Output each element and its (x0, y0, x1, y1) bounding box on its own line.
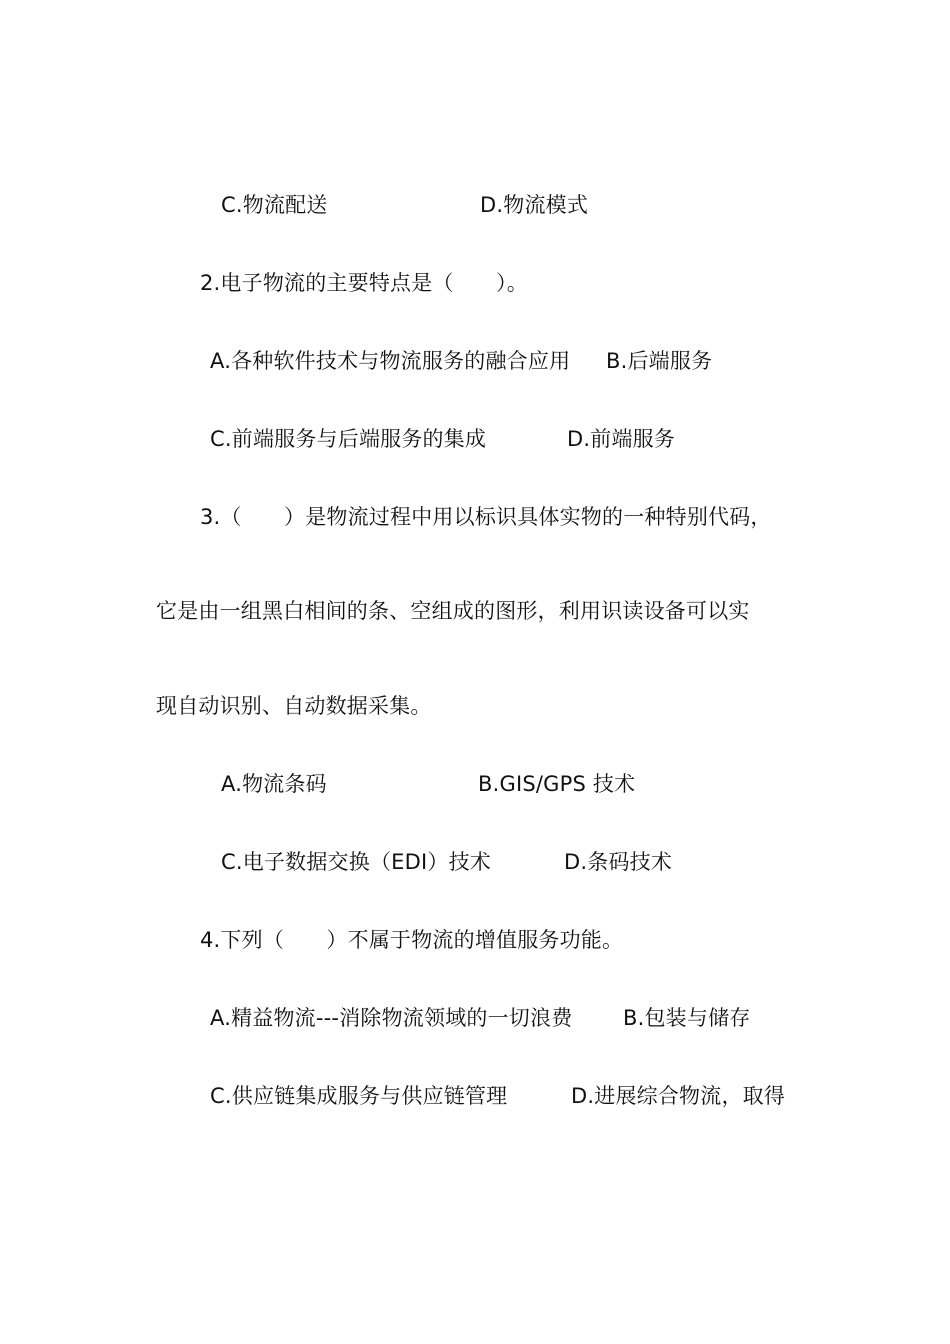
q3-stem-line3: 现自动识别、自动数据采集。 (156, 694, 432, 718)
q4-option-b: B.包装与储存 (623, 1006, 751, 1030)
q3-option-a: A.物流条码 (221, 772, 327, 796)
q4-stem: 4.下列（ ）不属于物流的增值服务功能。 (200, 928, 624, 952)
q3-stem-line1: 3.（ ）是物流过程中用以标识具体实物的一种特别代码， (200, 505, 772, 529)
q4-option-a: A.精益物流---消除物流领域的一切浪费 (210, 1006, 573, 1030)
q2-option-b: B.后端服务 (606, 349, 713, 373)
q2-option-d: D.前端服务 (567, 427, 676, 451)
q3-option-d: D.条码技术 (564, 850, 673, 874)
q3-option-b: B.GIS/GPS 技术 (478, 772, 636, 796)
q3-option-c: C.电子数据交换（EDI）技术 (221, 850, 491, 874)
q1-option-c: C.物流配送 (221, 193, 328, 217)
q1-option-d: D.物流模式 (480, 193, 589, 217)
q3-stem-line2: 它是由一组黑白相间的条、空组成的图形，利用识读设备可以实 (156, 599, 750, 623)
q2-option-c: C.前端服务与后端服务的集成 (210, 427, 487, 451)
q4-option-d: D.进展综合物流，取得 (571, 1084, 786, 1108)
q2-option-a: A.各种软件技术与物流服务的融合应用 (210, 349, 571, 373)
q4-option-c: C.供应链集成服务与供应链管理 (210, 1084, 508, 1108)
q2-stem: 2.电子物流的主要特点是（ ）。 (200, 271, 528, 295)
